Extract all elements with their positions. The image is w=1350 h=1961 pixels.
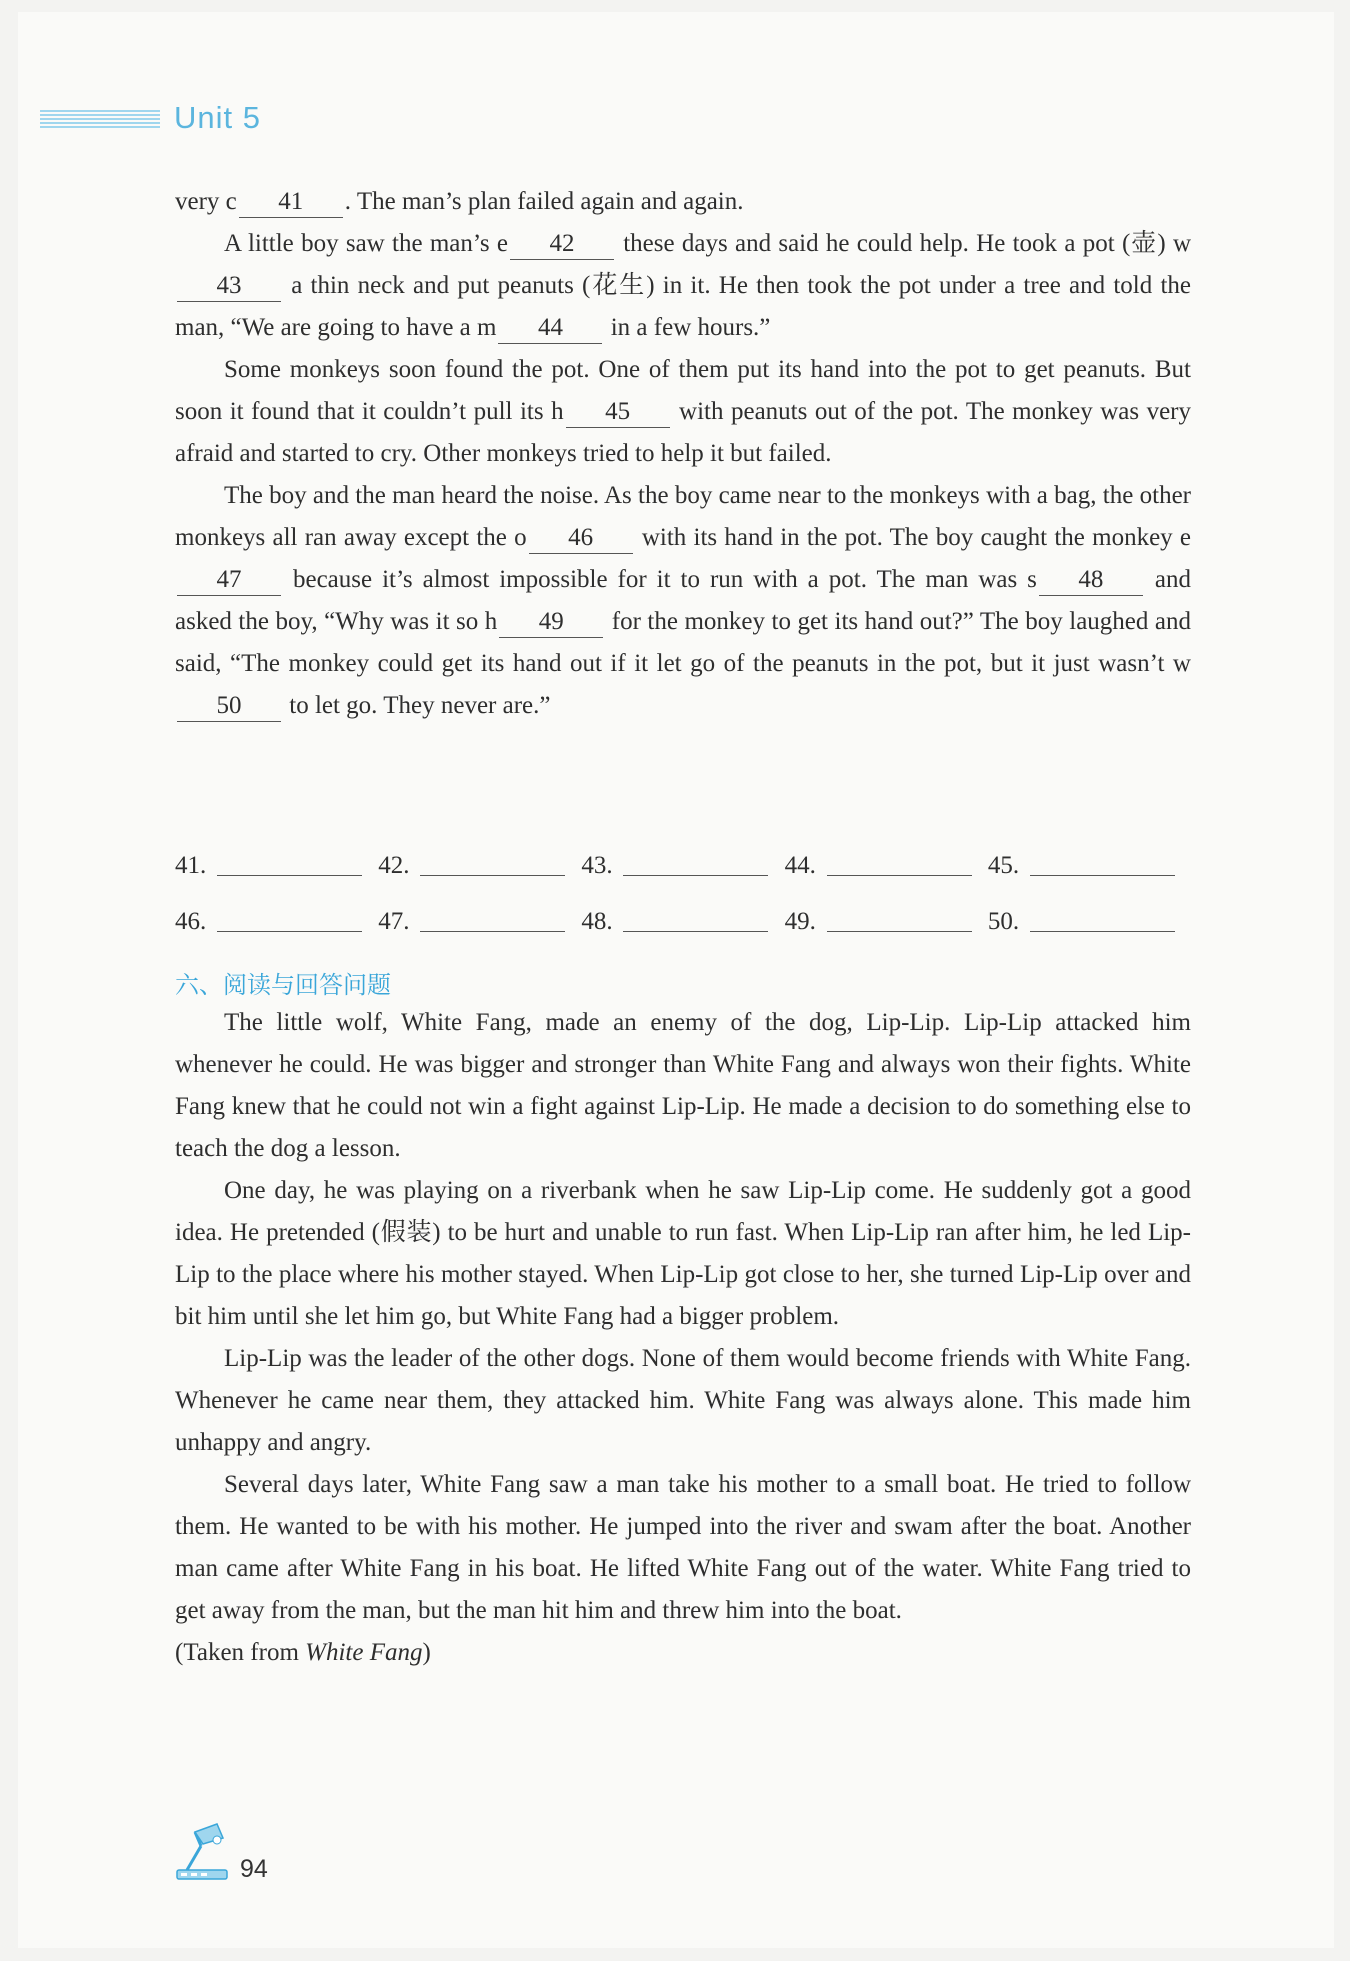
answer-field-46[interactable] [217,930,362,932]
answer-item-45: 45. [988,852,1191,880]
reading-paragraph-2: One day, he was playing on a riverbank when he saw Lip-Lip come. He suddenly got a good idea. He pretended (假装) to be hurt and unable to run fast. When Lip-Lip ran after him, he led Lip-Lip to the place where his mother stayed. When Lip-Lip got close to her, she turned Lip-Lip over and bit him until she let him go, but White Fang had a bigger problem. [175,1177,1191,1330]
reading-paragraph-3: Lip-Lip was the leader of the other dogs. None of them would become friends with White Fang. Whenever he came near them, they attacked him. White Fang was always alone. This made him unhappy and angry. [175,1345,1191,1456]
cloze-blank-43: 43 [177,271,281,302]
answer-lines [175,824,1191,936]
answer-item-49: 49. [785,908,988,936]
answer-field-43[interactable] [623,874,768,876]
page-number: 94 [240,1855,268,1883]
cloze-paragraph-1: very c 41 . The man’s plan failed again and again. [175,181,1191,223]
reading-paragraph-1: The little wolf, White Fang, made an enemy of the dog, Lip-Lip. Lip-Lip attacked him whenever he could. He was bigger and stronger than White Fang and always won their fights. White Fang knew that he could not win a fight against Lip-Lip. He made a decision to do something else to teach the dog a lesson. [175,1009,1191,1162]
cloze-paragraph-2: A little boy saw the man’s e 42 these days and said he could help. He took a pot (壶) w43 a thin neck and put peanuts (花生) in it. He then took the pot under a tree and told the man, “We are going to have a m 44 in a few hours.” [175,223,1191,349]
answer-item-41: 41. [175,852,378,880]
answer-field-44[interactable] [827,874,972,876]
answer-item-44: 44. [785,852,988,880]
answer-field-50[interactable] [1030,930,1175,932]
cloze-blank-49: 49 [499,607,603,638]
cloze-blank-44: 44 [498,313,602,344]
answer-field-47[interactable] [420,930,565,932]
answer-field-45[interactable] [1030,874,1175,876]
textbook-page [18,12,1334,1948]
answer-row [175,824,1191,880]
cloze-passage [175,181,1191,727]
cloze-blank-47: 47 [177,565,281,596]
cloze-paragraph-4: The boy and the man heard the noise. As the boy came near to the monkeys with a bag, the other monkeys all ran away except the o 46 with its hand in the pot. The boy caught the monkey e47 because it’s almost impossible for it to run with a pot. The man was s 48 and asked the boy, “Why was it so h 49 for the monkey to get its hand out?” The boy laughed and said, “The monkey could get its hand out if it let go of the peanuts in the pot, but it just wasn’t w50 to let go. They never are.” [175,475,1191,727]
answer-field-48[interactable] [623,930,768,932]
cloze-blank-46: 46 [529,523,633,554]
cloze-paragraph-3: Some monkeys soon found the pot. One of them put its hand into the pot to get peanuts. But soon it found that it couldn’t pull its h 45 with peanuts out of the pot. The monkey was very afraid and started to cry. Other monkeys tried to help it but failed. [175,356,1191,467]
desk-lamp-icon [173,1820,237,1882]
answer-item-50: 50. [988,908,1191,936]
reading-passage [175,1002,1191,1674]
header-stripes-decoration [40,108,160,132]
section-heading: 六、阅读与回答问题 [175,971,391,999]
cloze-blank-48: 48 [1039,565,1143,596]
answer-field-42[interactable] [420,874,565,876]
answer-item-43: 43. [581,852,784,880]
answer-item-47: 47. [378,908,581,936]
answer-item-48: 48. [581,908,784,936]
source-title: White Fang [305,1639,423,1666]
reading-paragraph-4: Several days later, White Fang saw a man take his mother to a small boat. He tried to follow them. He wanted to be with his mother. He jumped into the river and swam after the boat. Another man came after White Fang in his boat. He lifted White Fang out of the water. White Fang tried to get away from the man, but the man hit him and threw him into the boat. [175,1471,1191,1624]
unit-title: Unit 5 [174,100,261,135]
cloze-blank-41: 41 [239,187,343,218]
source-citation: (Taken from White Fang) [175,1639,431,1666]
answer-item-42: 42. [378,852,581,880]
answer-field-41[interactable] [217,874,362,876]
unit-header [18,100,418,140]
answer-field-49[interactable] [827,930,972,932]
answer-item-46: 46. [175,908,378,936]
answer-row [175,880,1191,936]
cloze-blank-50: 50 [177,691,281,722]
cloze-blank-45: 45 [566,397,670,428]
cloze-blank-42: 42 [510,229,614,260]
